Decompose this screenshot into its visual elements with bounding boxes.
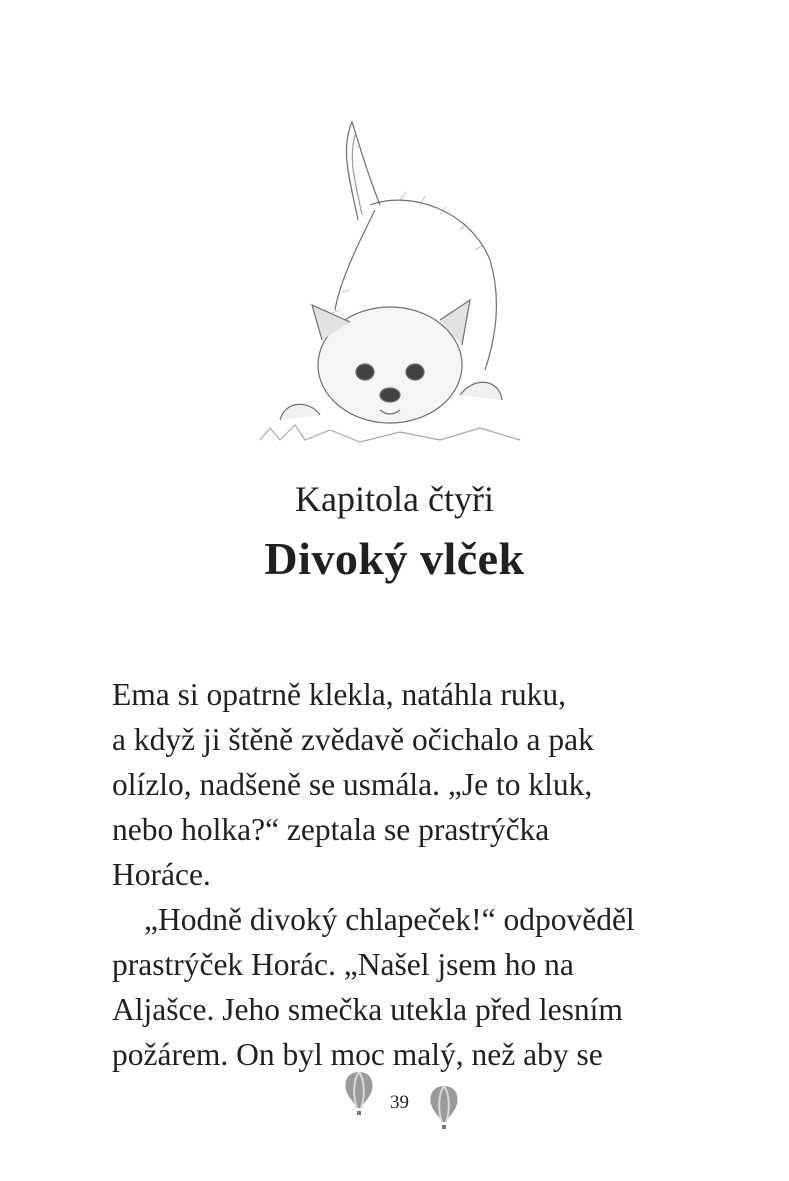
chapter-label: Kapitola čtyři <box>295 479 494 519</box>
text-line: nebo holka?“ zeptala se prastrýčka <box>112 812 550 847</box>
text-line: „Hodně divoký chlapeček!“ odpověděl <box>144 902 635 937</box>
hot-air-balloon-icon <box>342 1070 376 1118</box>
text-line: olízlo, nadšeně se usmála. „Je to kluk, <box>112 767 593 802</box>
text-line: a když ji štěně zvědavě očichalo a pak <box>112 722 594 757</box>
text-line: prastrýček Horác. „Našel jsem ho na <box>112 947 574 982</box>
chapter-title: Divoký vlček <box>264 533 525 584</box>
text-line: Ema si opatrně klekla, natáhla ruku, <box>112 677 566 712</box>
text-line: Aljašce. Jeho smečka utekla před lesním <box>112 992 623 1027</box>
body-text <box>112 672 732 1077</box>
text-line: požárem. On byl moc malý, než aby se <box>112 1037 603 1072</box>
hot-air-balloon-icon <box>427 1084 461 1132</box>
page-number: 39 <box>390 1092 409 1113</box>
wolf-pup-illustration <box>240 110 540 460</box>
text-line: Horáce. <box>112 857 211 892</box>
page-footer <box>0 1070 789 1130</box>
